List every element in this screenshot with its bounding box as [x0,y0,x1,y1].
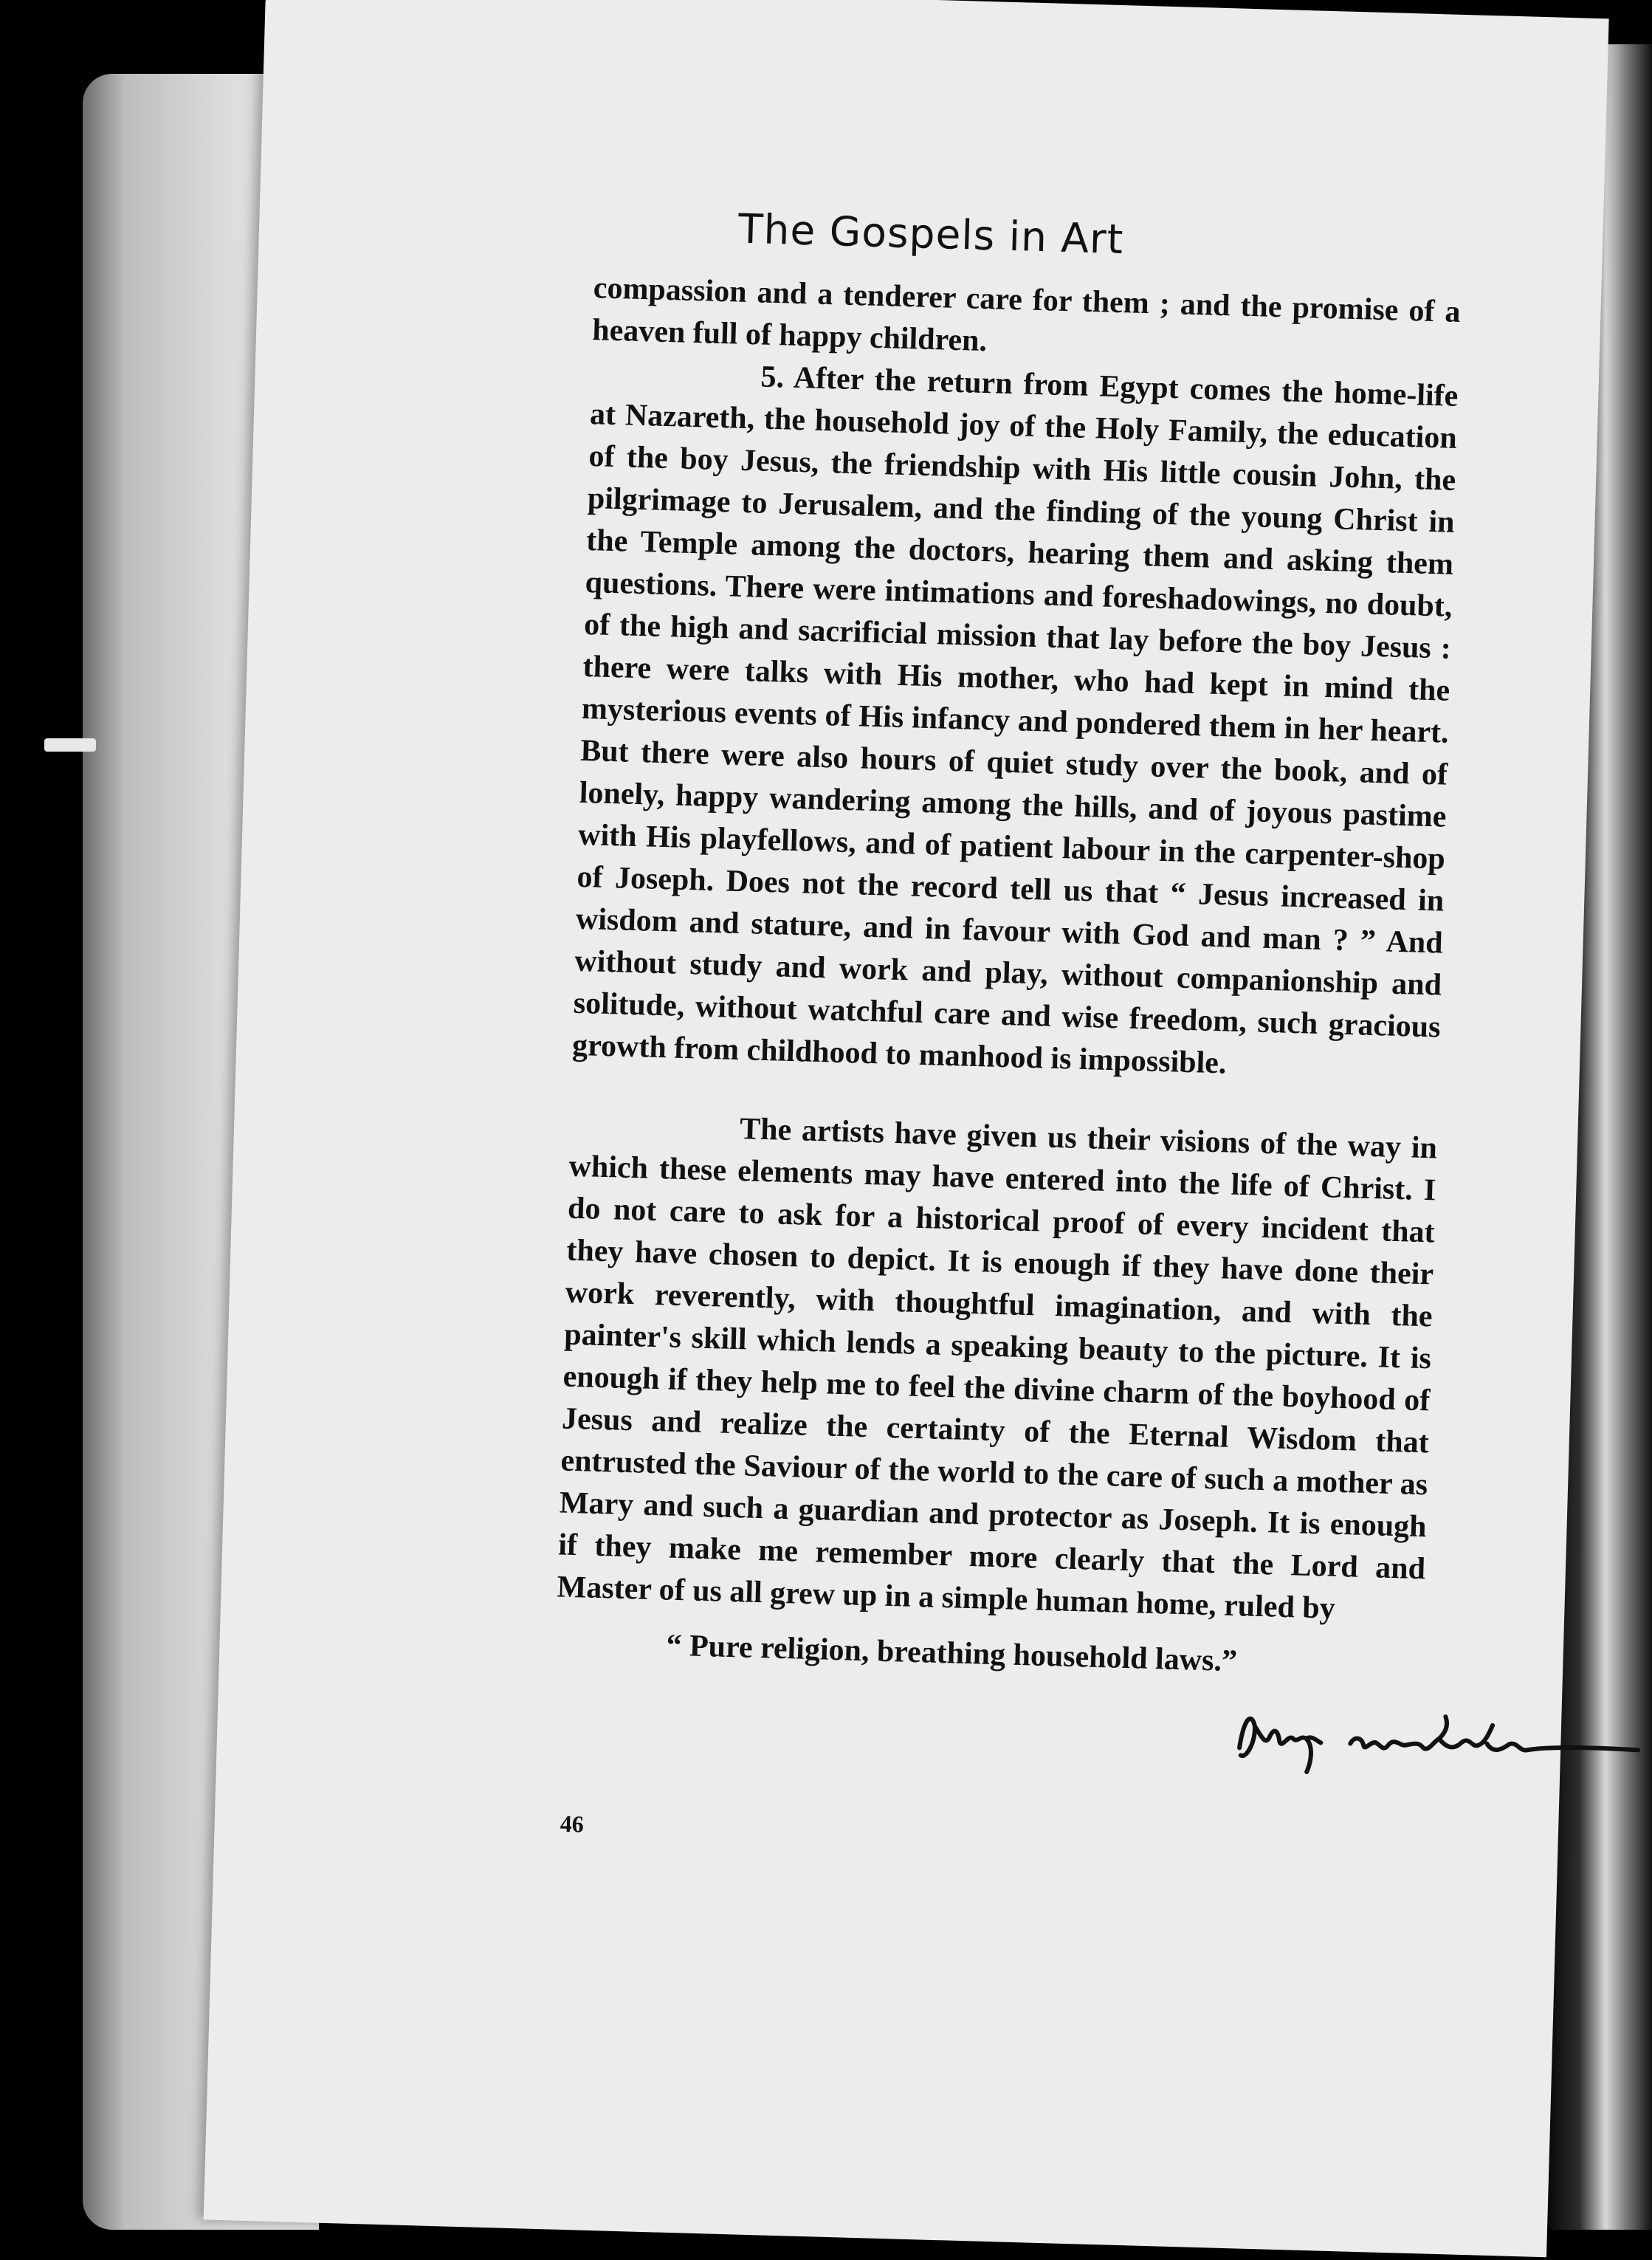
paragraph-artists: The artists have given us their visions of the way in which these elements may have entered into the life of Christ. I do not care to ask for a historical proof of every incident that they have chosen to depict. It is enough if they have done their work reverently, with thoughtful imagination, and with the painter's skill which lends a speaking beauty to the picture. It is enough if they help me to feel the divine charm of the boyhood of Jesus and realize the certainty of the Eternal Wisdom that entrusted the Saviour of the world to the care of such a mother as Mary and such a guardian and protector as Joseph. It is enough if they make me remember more clearly that the Lord and Master of us all grew up in a simple human home, ruled by [557,1112,1438,1626]
body-text [555,267,1461,1688]
running-head: The Gospels in Art [737,205,1125,264]
author-signature [1224,1696,1652,1789]
binding-tab [44,738,96,752]
paragraph-section-5: 5. After the return from Egypt comes the home-life at Nazareth, the household joy of the Holy Family, the education of the boy Jesus, the friendship with His little cousin John, the pilgrimage to Jerusalem, and the finding of the young Christ in the Temple among the doctors, hearing them and asking them questions. There were intimations and foreshadowings, no doubt, of the high and sacrificial mission that lay before the boy Jesus : there were talks with His mother, who had kept in mind the mysterious events of His infancy and pondered them in her heart. But there were also hours of quiet study over the book, and of lonely, happy wandering among the hills, and of joyous pastime with His playfellows, and of patient labour in the carpenter-shop of Joseph. Does not the record tell us that “ Jesus increased in wisdom and stature, and in favour with God and man ? ” And without study and work and play, without companionship and solitude, without watchful care and wise freedom, such gracious growth from childhood to manhood is impossible. [571,360,1459,1081]
closing-quote: “ Pure religion, breathing household laws.” [665,1628,1238,1679]
page-number: 46 [560,1810,585,1838]
book-page [204,0,1609,2257]
paragraph-continuation: compassion and a tenderer care for them ; and the promise of a heaven full of happy children. [591,271,1462,359]
